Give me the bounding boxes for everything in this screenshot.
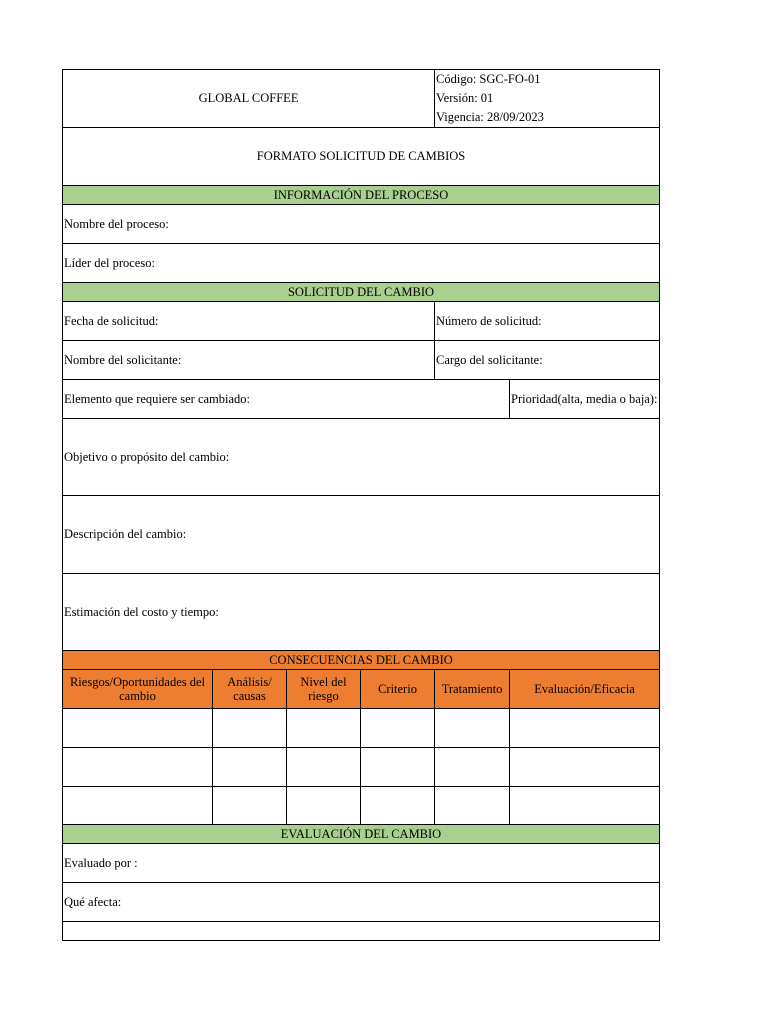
section-header-evaluation [63,825,660,844]
section-title-evaluation: EVALUACIÓN DEL CAMBIO [63,825,660,844]
process-leader-row [63,244,660,283]
column-header-treatment: Tratamiento [435,670,510,709]
section-header-process-info [63,186,660,205]
section-header-consequences [63,651,660,670]
table-cell[interactable] [435,748,510,787]
section-title-process-info: INFORMACIÓN DEL PROCESO [63,186,660,205]
objective-row [63,419,660,496]
change-request-form [62,69,659,941]
consequences-column-headers [63,670,660,709]
affects-field[interactable]: Qué afecta: [63,883,660,922]
table-cell[interactable] [435,787,510,825]
table-cell[interactable] [435,709,510,748]
objective-field[interactable]: Objetivo o propósito del cambio: [63,419,660,496]
table-cell[interactable] [63,748,213,787]
form-table [62,69,660,941]
column-header-evaluation: Evaluación/Eficacia [510,670,660,709]
table-cell[interactable] [213,748,287,787]
table-row [63,709,660,748]
column-header-risk-level: Nivel del riesgo [287,670,361,709]
element-to-change-field[interactable]: Elemento que requiere ser cambiado: [63,380,510,419]
process-leader-field[interactable]: Líder del proceso: [63,244,660,283]
table-cell[interactable] [361,787,435,825]
document-version: Versión: 01 [436,91,494,105]
continuation-field[interactable] [63,922,660,941]
continuation-row [63,922,660,941]
request-date-row [63,302,660,341]
evaluated-by-field[interactable]: Evaluado por : [63,844,660,883]
table-cell[interactable] [287,748,361,787]
section-title-consequences: CONSECUENCIAS DEL CAMBIO [63,651,660,670]
table-cell[interactable] [510,748,660,787]
document-validity: Vigencia: 28/09/2023 [436,110,544,124]
section-title-change-request: SOLICITUD DEL CAMBIO [63,283,660,302]
cost-time-row [63,574,660,651]
requester-name-field[interactable]: Nombre del solicitante: [63,341,435,380]
header-row [63,70,660,128]
company-name: GLOBAL COFFEE [63,70,435,128]
table-cell[interactable] [510,787,660,825]
table-cell[interactable] [361,709,435,748]
table-cell[interactable] [63,709,213,748]
cost-time-field[interactable]: Estimación del costo y tiempo: [63,574,660,651]
request-number-field[interactable]: Número de solicitud: [435,302,660,341]
table-cell[interactable] [213,787,287,825]
document-metadata [435,70,660,128]
table-cell[interactable] [361,748,435,787]
table-cell[interactable] [287,709,361,748]
description-field[interactable]: Descripción del cambio: [63,496,660,574]
table-cell[interactable] [510,709,660,748]
process-name-field[interactable]: Nombre del proceso: [63,205,660,244]
column-header-criterion: Criterio [361,670,435,709]
description-row [63,496,660,574]
document-code: Código: SGC-FO-01 [436,72,541,86]
request-date-field[interactable]: Fecha de solicitud: [63,302,435,341]
column-header-risks: Riesgos/Oportunidades del cambio [63,670,213,709]
table-cell[interactable] [213,709,287,748]
form-title: FORMATO SOLICITUD DE CAMBIOS [63,128,660,186]
table-cell[interactable] [63,787,213,825]
form-title-row [63,128,660,186]
section-header-change-request [63,283,660,302]
table-row [63,748,660,787]
affects-row [63,883,660,922]
table-row [63,787,660,825]
element-priority-row [63,380,660,419]
requester-role-field[interactable]: Cargo del solicitante: [435,341,660,380]
requester-row [63,341,660,380]
column-header-analysis: Análisis/ causas [213,670,287,709]
priority-field[interactable]: Prioridad(alta, media o baja): [510,380,660,419]
table-cell[interactable] [287,787,361,825]
evaluated-by-row [63,844,660,883]
process-name-row [63,205,660,244]
